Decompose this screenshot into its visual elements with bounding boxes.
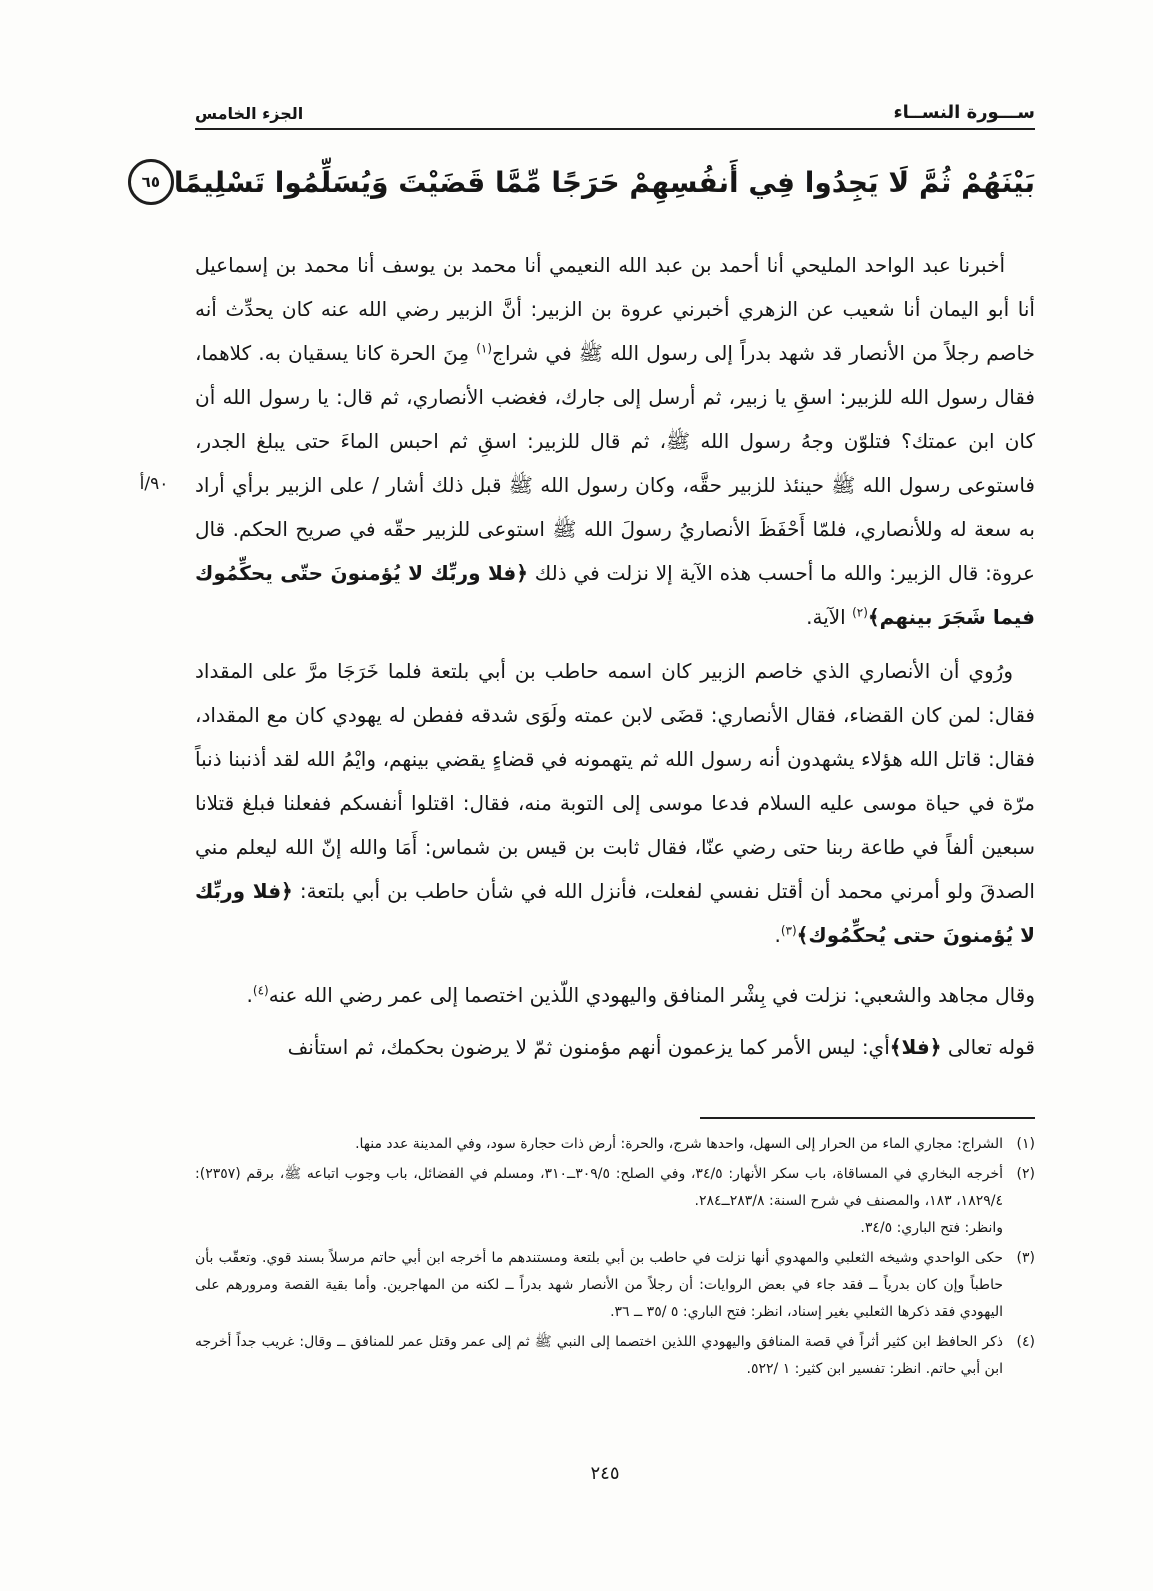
text-segment: ورُوي أن الأنصاري الذي خاصم الزبير كان اسمه حاطب بن أبي بلتعة فلما خَرَجَا مرَّ على المقداد فقال: لمن كان القضاء، فقال الأنصاري: قضَى لابن عمته ولَوَى شدقه ففطن له يهودي كان مع المقداد، فقال: قاتل الله هؤلاء يشهدون أنه رسول الله ثم يتهمونه في قضاءٍ يقضي بينهم، وايْمُ الله لقد أذنبنا ذنباً مرّة في حياة موسى عليه السلام فدعا موسى إلى التوبة منه، فقال: اقتلوا أنفسكم ففعلنا فبلغ قتلانا سبعين ألفاً في طاعة ربنا حتى رضي عنّا، فقال ثابت بن قيس بن شماس: أَمَا والله إنّ الله ليعلم مني الصدقَ ولو أمرني محمد أن أقتل نفسي لفعلت، فأنزل الله في شأن حاطب بن أبي بلتعة: bbox=[195, 659, 1035, 903]
surah-title: ســـورة النســاء bbox=[893, 102, 1035, 123]
footnote-paragraph: وانظر: فتح الباري: ٣٤/٥. bbox=[860, 1220, 1003, 1236]
footnote bbox=[195, 1161, 1035, 1242]
footnote-text bbox=[195, 1131, 1003, 1158]
footnote-number: (١) bbox=[1016, 1136, 1035, 1152]
quran-quote: ﴿فلا وربِّك لا يُؤمنونَ حتّى يحكِّمُوك فيما شَجَرَ بينهم﴾ bbox=[195, 561, 1035, 629]
footnote-ref-3: (٣) bbox=[780, 923, 797, 938]
text-segment: وقال مجاهد والشعبي: نزلت في بِشْر المنافق واليهودي اللّذين اختصما إلى عمر رضي الله عنه bbox=[268, 983, 1035, 1007]
paragraph-narration bbox=[195, 649, 1035, 957]
footnote-ref-2: (٢) bbox=[852, 605, 868, 620]
text-segment: . bbox=[246, 983, 253, 1007]
text-segment: . bbox=[774, 923, 781, 947]
quran-quote: ﴿فلا وربِّك لا يُؤمنونَ حتى يُحكِّمُوك﴾ bbox=[195, 879, 1035, 947]
footnote-paragraph: الشراج: مجاري الماء من الحرار إلى السهل، واحدها شرج، والحرة: أرض ذات حجارة سود، وفي المدينة عدد منها. bbox=[355, 1136, 1003, 1152]
footnote-ref-1: (١) bbox=[476, 341, 493, 356]
folio-margin-note: ٩٠/أ bbox=[139, 474, 169, 494]
footnote-paragraph: أخرجه البخاري في المساقاة، باب سكر الأنهار: ٣٤/٥، وفي الصلح: ٣٠٩/٥ــ٣١٠، ومسلم في الفضائل، باب وجوب اتباعه ﷺ، برقم (٢٣٥٧): ١٨٢٩/٤، ١٨٣، والمصنف في شرح السنة: ٢٨٣/٨ــ٢٨٤. bbox=[195, 1166, 1003, 1209]
text-segment: أي: ليس الأمر كما يزعمون أنهم مؤمنون ثمّ لا يرضون بحكمك، ثم استأنف bbox=[287, 1035, 890, 1059]
footnote bbox=[195, 1131, 1035, 1158]
text-segment: الآية. bbox=[806, 605, 853, 629]
paragraph-hadith bbox=[195, 243, 1035, 639]
footnote-paragraph: حكى الواحدي وشيخه الثعلبي والمهدوي أنها نزلت في حاطب بن أبي بلتعة ومستندهم ما أخرجه ابن أبي حاتم مرسلاً بسند قوي. وتعقّب بأن حاطباً وإن كان بدرياً ــ فقد جاء في بعض الروايات: أن رجلاً من الأنصار شهد بدراً ــ لكنه من المهاجرين. وأما بقية القصة ومرورهم على اليهودي فقد ذكرها الثعلبي بغير إسناد، انظر: فتح الباري: ٥ /٣٥ ــ ٣٦. bbox=[195, 1250, 1003, 1320]
footnote-paragraph: ذكر الحافظ ابن كثير أثراً في قصة المنافق واليهودي اللذين اختصما إلى النبي ﷺ ثم إلى عمر وقتل عمر للمنافق ــ وقال: غريب جداً أخرجه ابن أبي حاتم. انظر: تفسير ابن كثير: ١ /٥٢٢. bbox=[195, 1334, 1003, 1377]
paragraph-mujahid bbox=[195, 973, 1035, 1017]
verse-text: بَيْنَهُمْ ثُمَّ لَا يَجِدُوا فِي أَنفُسِهِمْ حَرَجًا مِّمَّا قَضَيْتَ وَيُسَلِّمُوا تَسْلِيمًا bbox=[173, 165, 1035, 199]
text-segment: قوله تعالى bbox=[941, 1035, 1035, 1059]
footnote-text bbox=[195, 1329, 1003, 1383]
page-number: ٢٤٥ bbox=[590, 1463, 620, 1484]
quran-quote: ﴿فلا﴾ bbox=[889, 1035, 942, 1059]
footnote-number: (٢) bbox=[1016, 1166, 1035, 1182]
main-text bbox=[195, 243, 1035, 1069]
paragraph-commentary bbox=[195, 1025, 1035, 1069]
quran-verse-line bbox=[141, 150, 1035, 214]
footnote bbox=[195, 1329, 1035, 1383]
juz-title: الجزء الخامس bbox=[195, 104, 304, 123]
text-segment: أخبرنا عبد الواحد المليحي أنا أحمد بن عبد الله النعيمي أنا محمد بن يوسف أنا محمد بن إسماعيل أنا أبو اليمان أنا شعيب عن الزهري أخبرني عروة بن الزبير: أنَّ الزبير رضي الله عنه كان يحدِّث أنه خاصم رجلاً من الأنصار قد شهد بدراً إلى رسول الله ﷺ في شراج bbox=[195, 253, 1035, 365]
running-header bbox=[195, 94, 1035, 130]
footnote-number: (٤) bbox=[1016, 1334, 1035, 1350]
footnote-number: (٣) bbox=[1016, 1250, 1035, 1266]
footnote-text bbox=[195, 1161, 1003, 1242]
footnote-ref-4: (٤) bbox=[252, 983, 269, 998]
footnotes bbox=[195, 1131, 1035, 1383]
footnote-text bbox=[195, 1245, 1003, 1326]
verse-number-badge: ٦٥ bbox=[128, 159, 174, 205]
footnote bbox=[195, 1245, 1035, 1326]
footnote-separator bbox=[700, 1117, 1035, 1119]
text-segment: مِنَ الحرة كانا يسقيان به. كلاهما، فقال رسول الله للزبير: اسقِ يا زبير، ثم أرسل إلى جارك، فغضب الأنصاري، ثم قال: يا رسول الله أن كان ابن عمتك؟ فتلوّن وجهُ رسول الله ﷺ، ثم قال للزبير: اسقِ ثم احبس الماءَ حتى يبلغ الجدر، فاستوعى رسول الله ﷺ حينئذ للزبير حقَّه، وكان رسول الله ﷺ قبل ذلك أشار / على الزبير برأي أراد به سعة له وللأنصاري، فلمّا أَحْفَظَ الأنصاريُ رسولَ الله ﷺ استوعى للزبير حقّه في صريح الحكم. قال عروة: قال الزبير: والله ما أحسب هذه الآية إلا نزلت في ذلك bbox=[195, 341, 1035, 585]
